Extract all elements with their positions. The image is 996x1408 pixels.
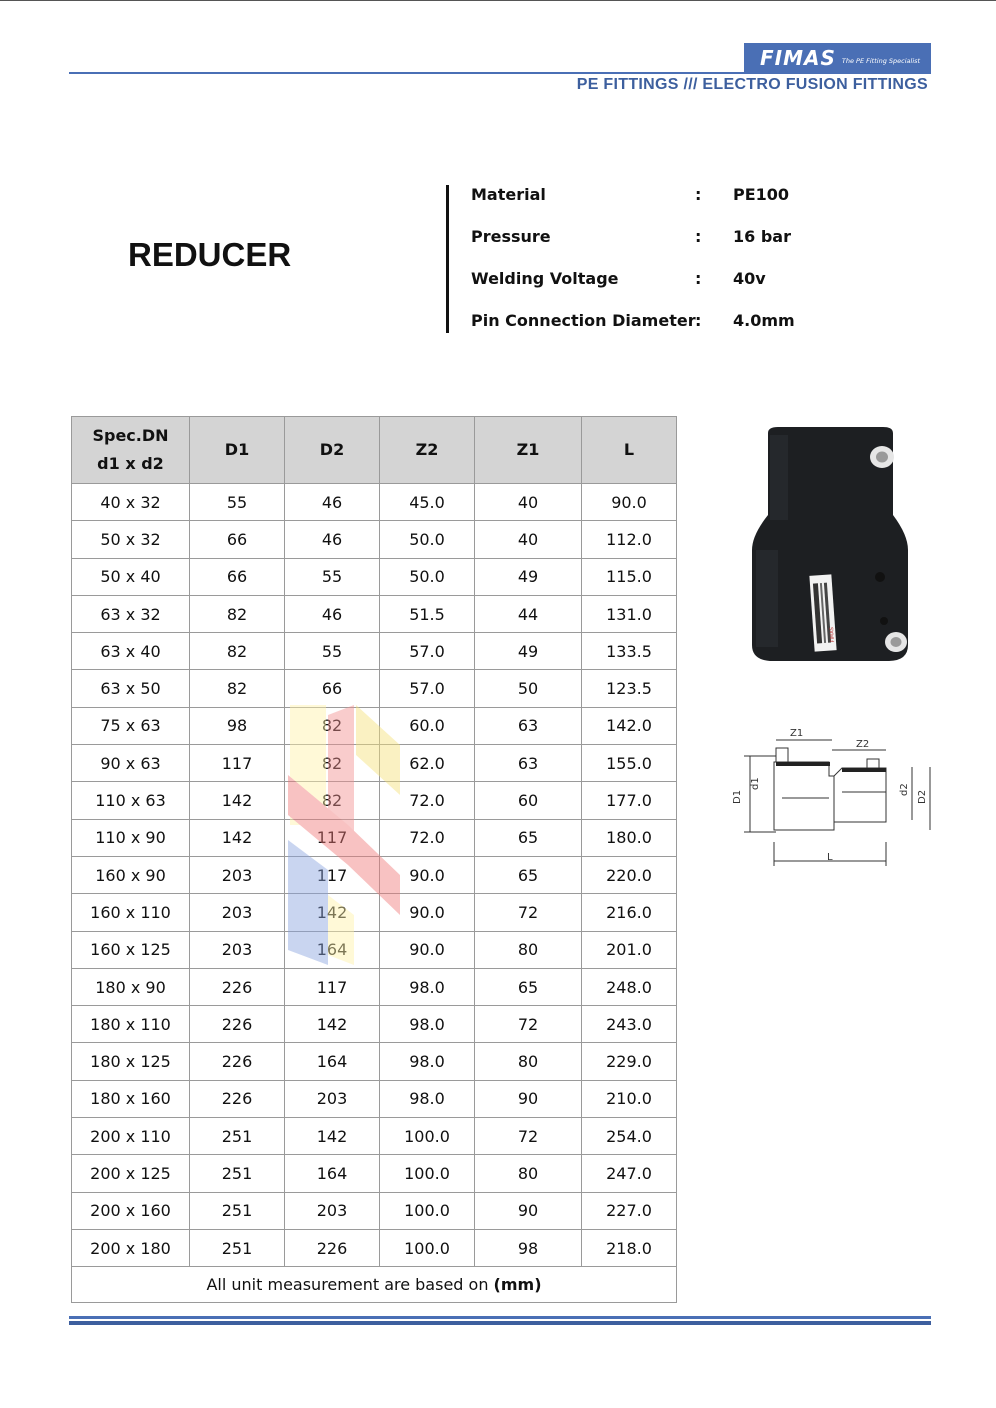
table-row (72, 1080, 677, 1117)
table-cell: 160 x 110 (72, 894, 190, 931)
table-cell: 80 (475, 931, 582, 968)
table-cell: 65 (475, 968, 582, 1005)
table-cell: 200 x 180 (72, 1229, 190, 1266)
table-cell: 50.0 (380, 521, 475, 558)
table-cell: 117 (285, 968, 380, 1005)
table-cell: 251 (190, 1118, 285, 1155)
table-cell: 90 x 63 (72, 745, 190, 782)
table-cell: 90.0 (380, 894, 475, 931)
spec-colon: : (695, 227, 702, 246)
table-cell: 100.0 (380, 1118, 475, 1155)
table-cell: 180 x 110 (72, 1006, 190, 1043)
table-row (72, 856, 677, 893)
spec-row-material (471, 185, 871, 209)
table-cell: 98.0 (380, 1043, 475, 1080)
table-cell: 45.0 (380, 484, 475, 521)
table-cell: 72 (475, 1118, 582, 1155)
table-cell: 203 (190, 894, 285, 931)
table-cell: 66 (190, 558, 285, 595)
drawing-label-z1: Z1 (790, 728, 804, 739)
table-cell: 115.0 (582, 558, 677, 595)
table-cell: 63 x 50 (72, 670, 190, 707)
table-cell: 133.5 (582, 633, 677, 670)
table-row (72, 1155, 677, 1192)
table-row (72, 782, 677, 819)
table-cell: 243.0 (582, 1006, 677, 1043)
header-d1: D1 (190, 417, 285, 484)
table-cell: 229.0 (582, 1043, 677, 1080)
table-row (72, 1118, 677, 1155)
table-cell: 98.0 (380, 1006, 475, 1043)
table-cell: 50 x 32 (72, 521, 190, 558)
spec-row-welding-voltage (471, 269, 871, 293)
table-cell: 50 x 40 (72, 558, 190, 595)
table-cell: 100.0 (380, 1192, 475, 1229)
table-cell: 203 (285, 1192, 380, 1229)
table-cell: 72 (475, 1006, 582, 1043)
table-cell: 46 (285, 521, 380, 558)
table-cell: 210.0 (582, 1080, 677, 1117)
technical-drawing (724, 722, 934, 867)
table-cell: 160 x 125 (72, 931, 190, 968)
table-cell: 100.0 (380, 1229, 475, 1266)
table-cell: 55 (285, 558, 380, 595)
table-cell: 117 (285, 856, 380, 893)
table-cell: 90.0 (380, 931, 475, 968)
table-row (72, 558, 677, 595)
table-cell: 49 (475, 558, 582, 595)
header-subtitle: PE FITTINGS /// ELECTRO FUSION FITTINGS (576, 76, 928, 93)
header-d2: D2 (285, 417, 380, 484)
table-cell: 200 x 160 (72, 1192, 190, 1229)
table-cell: 90.0 (380, 856, 475, 893)
unit-note-unit: (mm) (493, 1275, 542, 1295)
table-cell: 248.0 (582, 968, 677, 1005)
spec-value: 4.0mm (733, 311, 795, 330)
table-cell: 63 (475, 745, 582, 782)
table-row (72, 1229, 677, 1266)
table-cell: 218.0 (582, 1229, 677, 1266)
table-cell: 82 (285, 745, 380, 782)
product-label-text: FIMAS (829, 626, 837, 643)
table-cell: 49 (475, 633, 582, 670)
table-cell: 80 (475, 1043, 582, 1080)
table-cell: 123.5 (582, 670, 677, 707)
logo-text: FIMAS (760, 46, 836, 70)
table-row (72, 1192, 677, 1229)
table-row (72, 1006, 677, 1043)
table-cell: 82 (190, 595, 285, 632)
table-cell: 46 (285, 595, 380, 632)
table-cell: 112.0 (582, 521, 677, 558)
table-cell: 63 x 40 (72, 633, 190, 670)
table-cell: 65 (475, 856, 582, 893)
table-cell: 55 (285, 633, 380, 670)
table-cell: 90.0 (582, 484, 677, 521)
table-row (72, 484, 677, 521)
dimension-table (71, 416, 677, 1303)
page-title: REDUCER (128, 236, 292, 273)
header-spec-line1: Spec.DN (92, 426, 169, 445)
table-row (72, 1043, 677, 1080)
logo-tagline: The PE Fitting Specialist (841, 57, 921, 65)
table-cell: 226 (190, 1006, 285, 1043)
unit-note-text: All unit measurement are based on (206, 1275, 494, 1295)
table-cell: 200 x 125 (72, 1155, 190, 1192)
table-cell: 98 (475, 1229, 582, 1266)
spec-label: Pressure (471, 227, 551, 246)
table-cell: 160 x 90 (72, 856, 190, 893)
table-cell: 98 (190, 707, 285, 744)
table-cell: 40 (475, 521, 582, 558)
spec-value: 16 bar (733, 227, 791, 246)
table-cell: 220.0 (582, 856, 677, 893)
footer-rule-top (69, 1316, 931, 1319)
table-cell: 180 x 90 (72, 968, 190, 1005)
table-cell: 142 (285, 894, 380, 931)
table-cell: 164 (285, 931, 380, 968)
drawing-label-d1-lower: d1 (750, 777, 761, 790)
table-cell: 82 (285, 782, 380, 819)
table-cell: 60 (475, 782, 582, 819)
spec-colon: : (695, 311, 702, 330)
header-z1: Z1 (475, 417, 582, 484)
table-cell: 98.0 (380, 1080, 475, 1117)
table-cell: 203 (190, 856, 285, 893)
table-cell: 80 (475, 1155, 582, 1192)
table-cell: 142 (190, 819, 285, 856)
table-cell: 72.0 (380, 819, 475, 856)
table-cell: 177.0 (582, 782, 677, 819)
brand-logo (744, 43, 931, 73)
table-cell: 40 x 32 (72, 484, 190, 521)
table-row (72, 707, 677, 744)
table-row (72, 633, 677, 670)
table-cell: 55 (190, 484, 285, 521)
table-cell: 226 (285, 1229, 380, 1266)
table-cell: 72 (475, 894, 582, 931)
table-cell: 100.0 (380, 1155, 475, 1192)
table-cell: 57.0 (380, 633, 475, 670)
table-cell: 227.0 (582, 1192, 677, 1229)
table-cell: 62.0 (380, 745, 475, 782)
table-cell: 203 (285, 1080, 380, 1117)
table-cell: 60.0 (380, 707, 475, 744)
table-cell: 82 (190, 670, 285, 707)
drawing-label-l: L (827, 852, 833, 863)
table-cell: 180 x 125 (72, 1043, 190, 1080)
table-cell: 200 x 110 (72, 1118, 190, 1155)
table-cell: 51.5 (380, 595, 475, 632)
table-footer-row (72, 1267, 677, 1303)
table-row (72, 595, 677, 632)
table-cell: 72.0 (380, 782, 475, 819)
header-spec-line2: d1 x d2 (97, 454, 164, 473)
table-cell: 66 (190, 521, 285, 558)
table-cell: 142.0 (582, 707, 677, 744)
table-cell: 46 (285, 484, 380, 521)
table-cell: 216.0 (582, 894, 677, 931)
table-cell: 164 (285, 1155, 380, 1192)
header-z2: Z2 (380, 417, 475, 484)
drawing-label-d2-upper: D2 (917, 789, 928, 804)
table-cell: 180 x 160 (72, 1080, 190, 1117)
spec-label: Welding Voltage (471, 269, 619, 288)
table-cell: 63 x 32 (72, 595, 190, 632)
table-cell: 226 (190, 968, 285, 1005)
drawing-label-d1-upper: D1 (732, 789, 743, 804)
table-row (72, 521, 677, 558)
table-cell: 180.0 (582, 819, 677, 856)
table-row (72, 819, 677, 856)
table-cell: 251 (190, 1229, 285, 1266)
spec-row-pin-diameter (471, 311, 871, 335)
table-cell: 251 (190, 1155, 285, 1192)
top-border-line (0, 0, 996, 1)
table-cell: 57.0 (380, 670, 475, 707)
table-cell: 75 x 63 (72, 707, 190, 744)
header-spec (72, 417, 190, 484)
table-cell: 251 (190, 1192, 285, 1229)
spec-divider (446, 185, 449, 333)
spec-colon: : (695, 269, 702, 288)
table-cell: 66 (285, 670, 380, 707)
table-cell: 110 x 63 (72, 782, 190, 819)
drawing-label-d2-lower: d2 (899, 783, 910, 796)
drawing-label-z2: Z2 (856, 739, 870, 750)
spec-colon: : (695, 185, 702, 204)
product-photo (748, 425, 913, 665)
spec-value: PE100 (733, 185, 790, 204)
table-cell: 142 (285, 1006, 380, 1043)
footer-rule-bottom (69, 1321, 931, 1325)
header-rule (69, 72, 931, 74)
table-cell: 201.0 (582, 931, 677, 968)
table-header-row (72, 417, 677, 484)
table-row (72, 931, 677, 968)
table-row (72, 968, 677, 1005)
table-cell: 203 (190, 931, 285, 968)
table-body (72, 484, 677, 1267)
table-cell: 82 (285, 707, 380, 744)
table-cell: 131.0 (582, 595, 677, 632)
table-cell: 254.0 (582, 1118, 677, 1155)
table-cell: 44 (475, 595, 582, 632)
table-cell: 226 (190, 1043, 285, 1080)
table-cell: 117 (190, 745, 285, 782)
header-l: L (582, 417, 677, 484)
table-cell: 50.0 (380, 558, 475, 595)
table-cell: 110 x 90 (72, 819, 190, 856)
spec-value: 40v (733, 269, 766, 288)
table-row (72, 745, 677, 782)
table-cell: 226 (190, 1080, 285, 1117)
table-row (72, 894, 677, 931)
table-cell: 98.0 (380, 968, 475, 1005)
table-cell: 142 (190, 782, 285, 819)
table-row (72, 670, 677, 707)
table-cell: 90 (475, 1080, 582, 1117)
table-cell: 50 (475, 670, 582, 707)
table-cell: 117 (285, 819, 380, 856)
spec-row-pressure (471, 227, 871, 251)
table-cell: 90 (475, 1192, 582, 1229)
table-cell: 247.0 (582, 1155, 677, 1192)
spec-label: Pin Connection Diameter (471, 311, 696, 330)
table-cell: 63 (475, 707, 582, 744)
table-cell: 164 (285, 1043, 380, 1080)
unit-note (72, 1267, 677, 1303)
table-cell: 142 (285, 1118, 380, 1155)
table-cell: 65 (475, 819, 582, 856)
table-cell: 40 (475, 484, 582, 521)
spec-label: Material (471, 185, 546, 204)
table-cell: 82 (190, 633, 285, 670)
table-cell: 155.0 (582, 745, 677, 782)
